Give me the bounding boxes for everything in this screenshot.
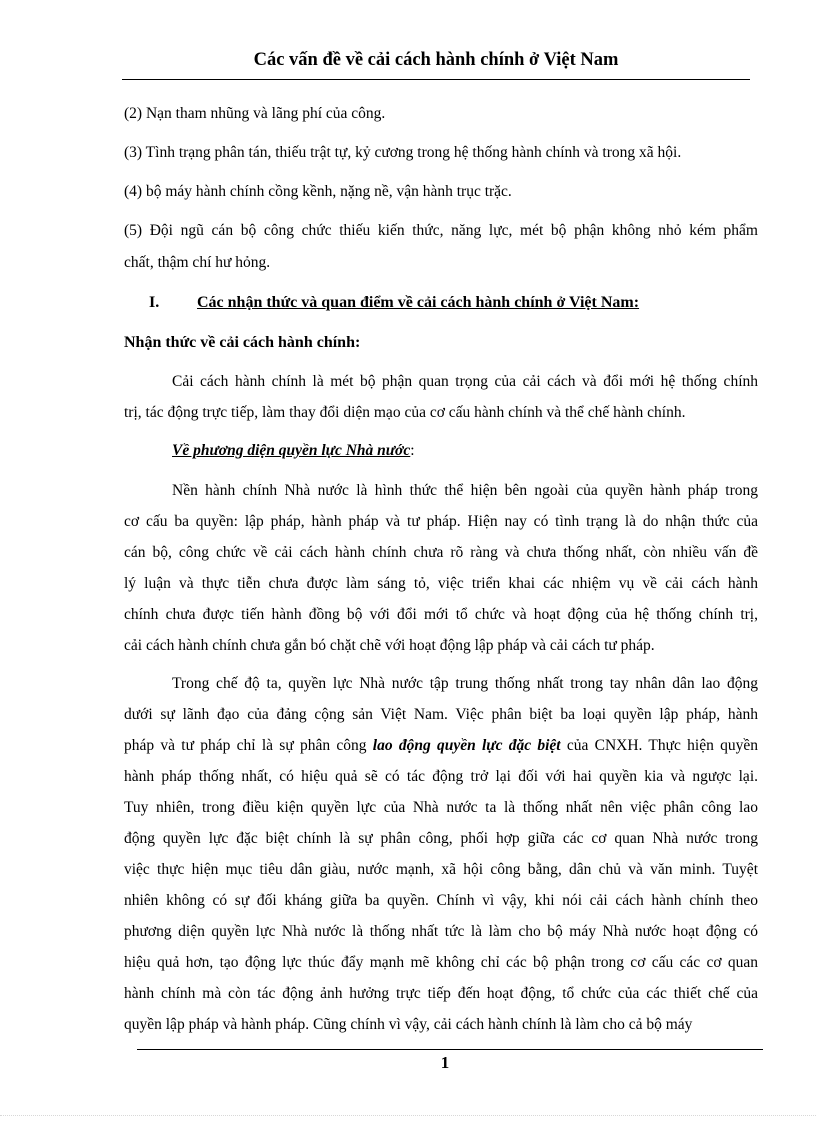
para3-line-12: quyền lập pháp và hành pháp. Cũng chính vì vậy, cải cách hành chính là làm cho cả bộ máy xyxy=(124,1016,693,1033)
para2-line-1: Nền hành chính Nhà nước là hình thức thể hiện bên ngoài của quyền hành pháp trong xyxy=(172,482,758,499)
para1-line-1: Cải cách hành chính là mét bộ phận quan trọng của cải cách và đổi mới hệ thống chính xyxy=(172,373,758,390)
list-item-4: (4) bộ máy hành chính cồng kềnh, nặng nề, vận hành trục trặc. xyxy=(124,183,512,200)
para3-line-2: dưới sự lãnh đạo của đảng cộng sản Việt Nam. Việc phân biệt ba loại quyền lập pháp, hành xyxy=(124,706,758,723)
italic-heading xyxy=(172,441,806,461)
para3-line-3-post: của CNXH. Thực hiện quyền xyxy=(560,737,758,754)
header-rule xyxy=(122,79,750,80)
list-item-5-line-2: chất, thậm chí hư hỏng. xyxy=(124,254,271,271)
list-item-3: (3) Tình trạng phân tán, thiếu trật tự, kỷ cương trong hệ thống hành chính và trong xã hội. xyxy=(124,144,682,161)
italic-heading-text: Về phương diện quyền lực Nhà nước xyxy=(172,442,411,459)
italic-heading-suffix: : xyxy=(410,442,415,459)
para3-line-3-pre: pháp và tư pháp chỉ là sự phân công xyxy=(124,737,373,754)
para3-line-3 xyxy=(124,736,758,756)
para3-emphasis: lao động quyền lực đặc biệt xyxy=(372,737,561,754)
para3-line-1: Trong chế độ ta, quyền lực Nhà nước tập trung thống nhất trong tay nhân dân lao động xyxy=(172,675,758,692)
para3-line-11: hành chính mà còn tác động ảnh hưởng trực tiếp đến hoạt động, tổ chức của các thiết chế của xyxy=(124,985,758,1002)
page-number: 1 xyxy=(440,1053,450,1072)
para3-line-4: hành pháp thống nhất, có hiệu quả sẽ có tác động trở lại đối với hai quyền kia và ngược lại. xyxy=(124,768,758,785)
para2-line-3: cán bộ, công chức về cải cách hành chính chưa rõ ràng và chưa thống nhất, còn nhiều vấn đề xyxy=(124,544,758,561)
para2-line-6: cải cách hành chính chưa gắn bó chặt chẽ với hoạt động lập pháp và cải cách tư pháp. xyxy=(124,637,655,654)
para3-line-9: phương diện quyền lực Nhà nước là thống nhất tức là làm cho bộ máy Nhà nước hoạt động có xyxy=(124,923,758,940)
list-item-2: (2) Nạn tham nhũng và lãng phí của công. xyxy=(124,105,386,122)
para3-line-10: hiệu quả hơn, tạo động lực thúc đẩy mạnh mẽ không chỉ các bộ phận trong cơ cấu các cơ quan xyxy=(124,954,758,971)
page-bottom-border xyxy=(0,1115,816,1116)
para1-line-2: trị, tác động trực tiếp, làm thay đổi diện mạo của cơ cấu hành chính và thể chế hành chính. xyxy=(124,404,686,421)
page-header-title: Các vấn đề về cải cách hành chính ở Việt Nam xyxy=(253,50,619,70)
para2-line-4: lý luận và thực tiễn chưa được làm sáng tỏ, việc triển khai các nhiệm vụ về cải cách hành xyxy=(124,575,758,592)
footer-rule xyxy=(137,1049,763,1050)
section-number: I. xyxy=(149,294,160,311)
para2-line-5: chính chưa được tiến hành đồng bộ với đổi mới tổ chức và hoạt động của hệ thống chính trị, xyxy=(124,606,758,623)
list-item-5-line-1: (5) Đội ngũ cán bộ công chức thiếu kiến thức, năng lực, mét bộ phận không nhỏ kém phẩm xyxy=(124,222,758,239)
section-title: Các nhận thức và quan điểm về cải cách hành chính ở Việt Nam: xyxy=(197,294,640,311)
para3-line-8: nhiên không có sự đối kháng giữa ba quyền. Chính vì vậy, khi nói cải cách hành chính theo xyxy=(124,892,758,909)
para2-line-2: cơ cấu ba quyền: lập pháp, hành pháp và tư pháp. Hiện nay có tình trạng là do nhận thức của xyxy=(124,513,758,530)
para3-line-6: động quyền lực đặc biệt chính là sự phân công, phối hợp giữa các cơ quan Nhà nước trong xyxy=(124,830,758,847)
para3-line-5: Tuy nhiên, trong điều kiện quyền lực của Nhà nước ta là thống nhất nên việc phân công lao xyxy=(124,799,758,816)
para3-line-7: việc thực hiện mục tiêu dân giàu, nước mạnh, xã hội công bằng, dân chủ và văn minh. Tuyệt xyxy=(124,861,758,878)
subheading: Nhận thức về cải cách hành chính: xyxy=(124,334,361,351)
